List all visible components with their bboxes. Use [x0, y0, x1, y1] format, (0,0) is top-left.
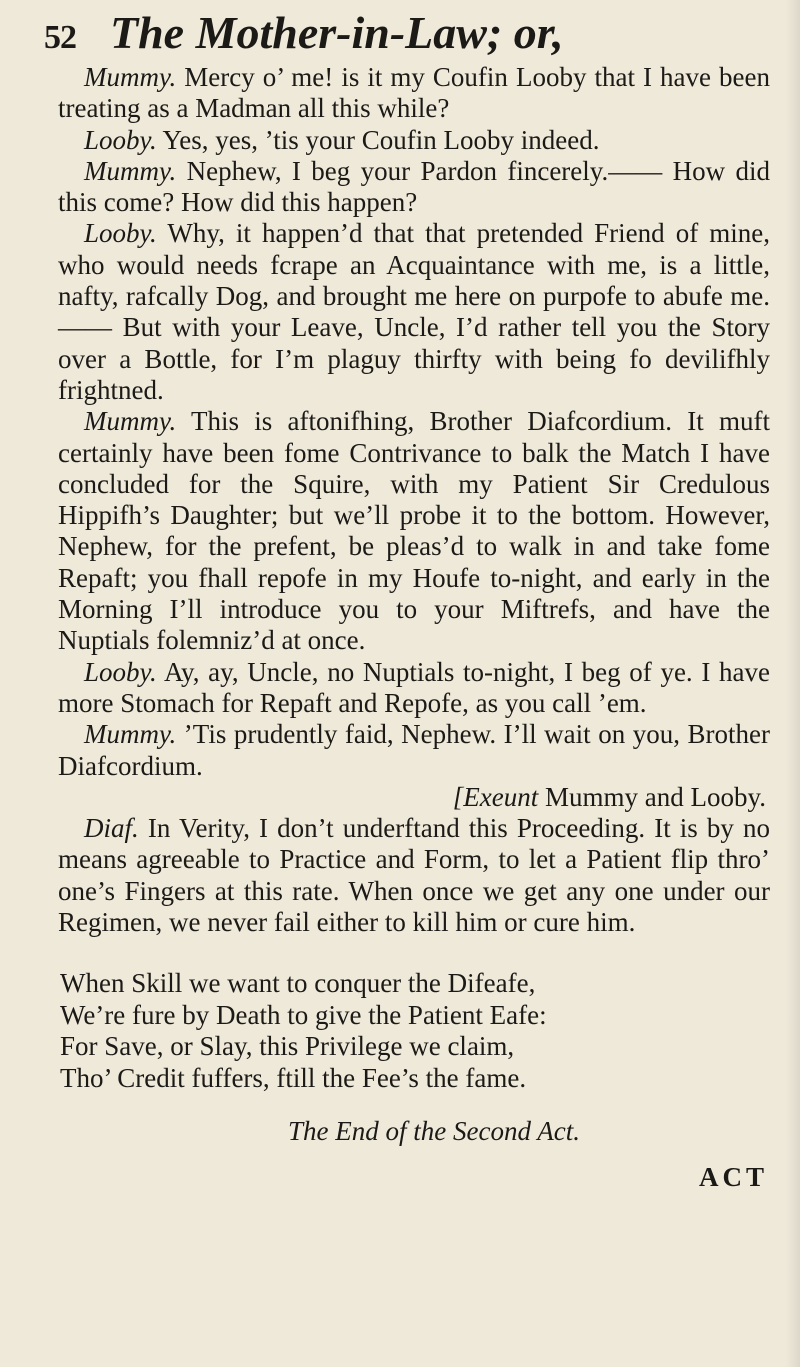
speaker-name: Looby.	[84, 218, 157, 249]
act-end-heading: The End of the Second Act.	[288, 1116, 580, 1147]
speaker-name: Looby.	[84, 124, 157, 155]
dialogue-paragraph	[58, 156, 770, 219]
dialogue-text: ’Tis prudently faid, Nephew. I’ll wait on you, Brother Diafcordium.	[58, 719, 770, 781]
dialogue-text: In Verity, I don’t underftand this Proceeding. It is by no means agreeable to Practice and Form, to let a Patient flip thro’ one’s Fingers at this rate. When once we get any one under our Regimen, we never fail either to kill him or cure him.	[58, 813, 771, 938]
dialogue-paragraph	[58, 125, 770, 156]
page-header	[44, 6, 784, 66]
verse-line: We’re fure by Death to give the Patient Eafe:	[60, 999, 547, 1030]
dialogue-text: This is aftonifhing, Brother Diafcordium. It muft certainly have been fome Contrivance to balk the Match I have concluded for the Squire, with my Patient Sir Credulous Hippifh’s Daughter; but we’ll probe it to the bottom. However, Nephew, for the prefent, be pleas’d to walk in and take fome Repaft; you fhall repofe in my Houfe to-night, and early in the Morning I’ll introduce you to your Miftrefs, and have the Nuptials folemniz’d at once.	[58, 406, 770, 656]
dialogue-text: Mercy o’ me! is it my Coufin Looby that I have been treating as a Madman all this while?	[58, 62, 771, 124]
dialogue-paragraph	[58, 218, 770, 406]
page-number: 52	[44, 19, 76, 56]
verse-line: Tho’ Credit fuffers, ftill the Fee’s the fame.	[60, 1062, 527, 1093]
speaker-name: Mummy.	[84, 406, 177, 437]
dialogue-text: Nephew, I beg your Pardon fincerely.—— How did this come? How did this happen?	[58, 155, 771, 218]
speaker-name: Mummy.	[84, 62, 177, 92]
verse-line: For Save, or Slay, this Privilege we claim,	[60, 1031, 515, 1062]
dialogue-text: Ay, ay, Uncle, no Nuptials to-night, I beg of ye. I have more Stomach for Repaft and Repofe, as you call ’em.	[58, 656, 770, 718]
closing-verse	[58, 968, 770, 1094]
exeunt-label: [Exeunt	[452, 781, 539, 812]
speaker-name: Diaf.	[84, 813, 139, 844]
dialogue-paragraph	[58, 813, 770, 938]
dialogue-paragraph	[58, 657, 770, 720]
page-edge-shadow	[786, 0, 800, 1367]
dialogue-text: Why, it happen’d that that pretended Friend of mine, who would needs fcrape an Acquaintance with me, is a little, nafty, rafcally Dog, and brought me here on purpofe to abufe me. —— But with your Leave, Uncle, I’d rather tell you the Story over a Bottle, for I’m plaguy thirfty with being fo devilifhly frightned.	[58, 218, 770, 405]
play-text	[58, 62, 770, 1193]
speaker-name: Mummy.	[84, 155, 177, 186]
catchword: ACT	[698, 1161, 768, 1192]
dialogue-paragraph	[58, 719, 770, 782]
stage-direction	[58, 782, 770, 813]
dialogue-paragraph	[58, 406, 770, 656]
verse-line: When Skill we want to conquer the Difeafe,	[60, 968, 536, 999]
exeunt-names: Mummy and Looby.	[545, 781, 766, 812]
running-title: The Mother-in-Law; or,	[110, 7, 564, 58]
dialogue-paragraph	[58, 62, 770, 125]
dialogue-text: Yes, yes, ’tis your Coufin Looby indeed.	[162, 124, 600, 155]
speaker-name: Looby.	[84, 656, 157, 687]
speaker-name: Mummy.	[84, 719, 177, 750]
